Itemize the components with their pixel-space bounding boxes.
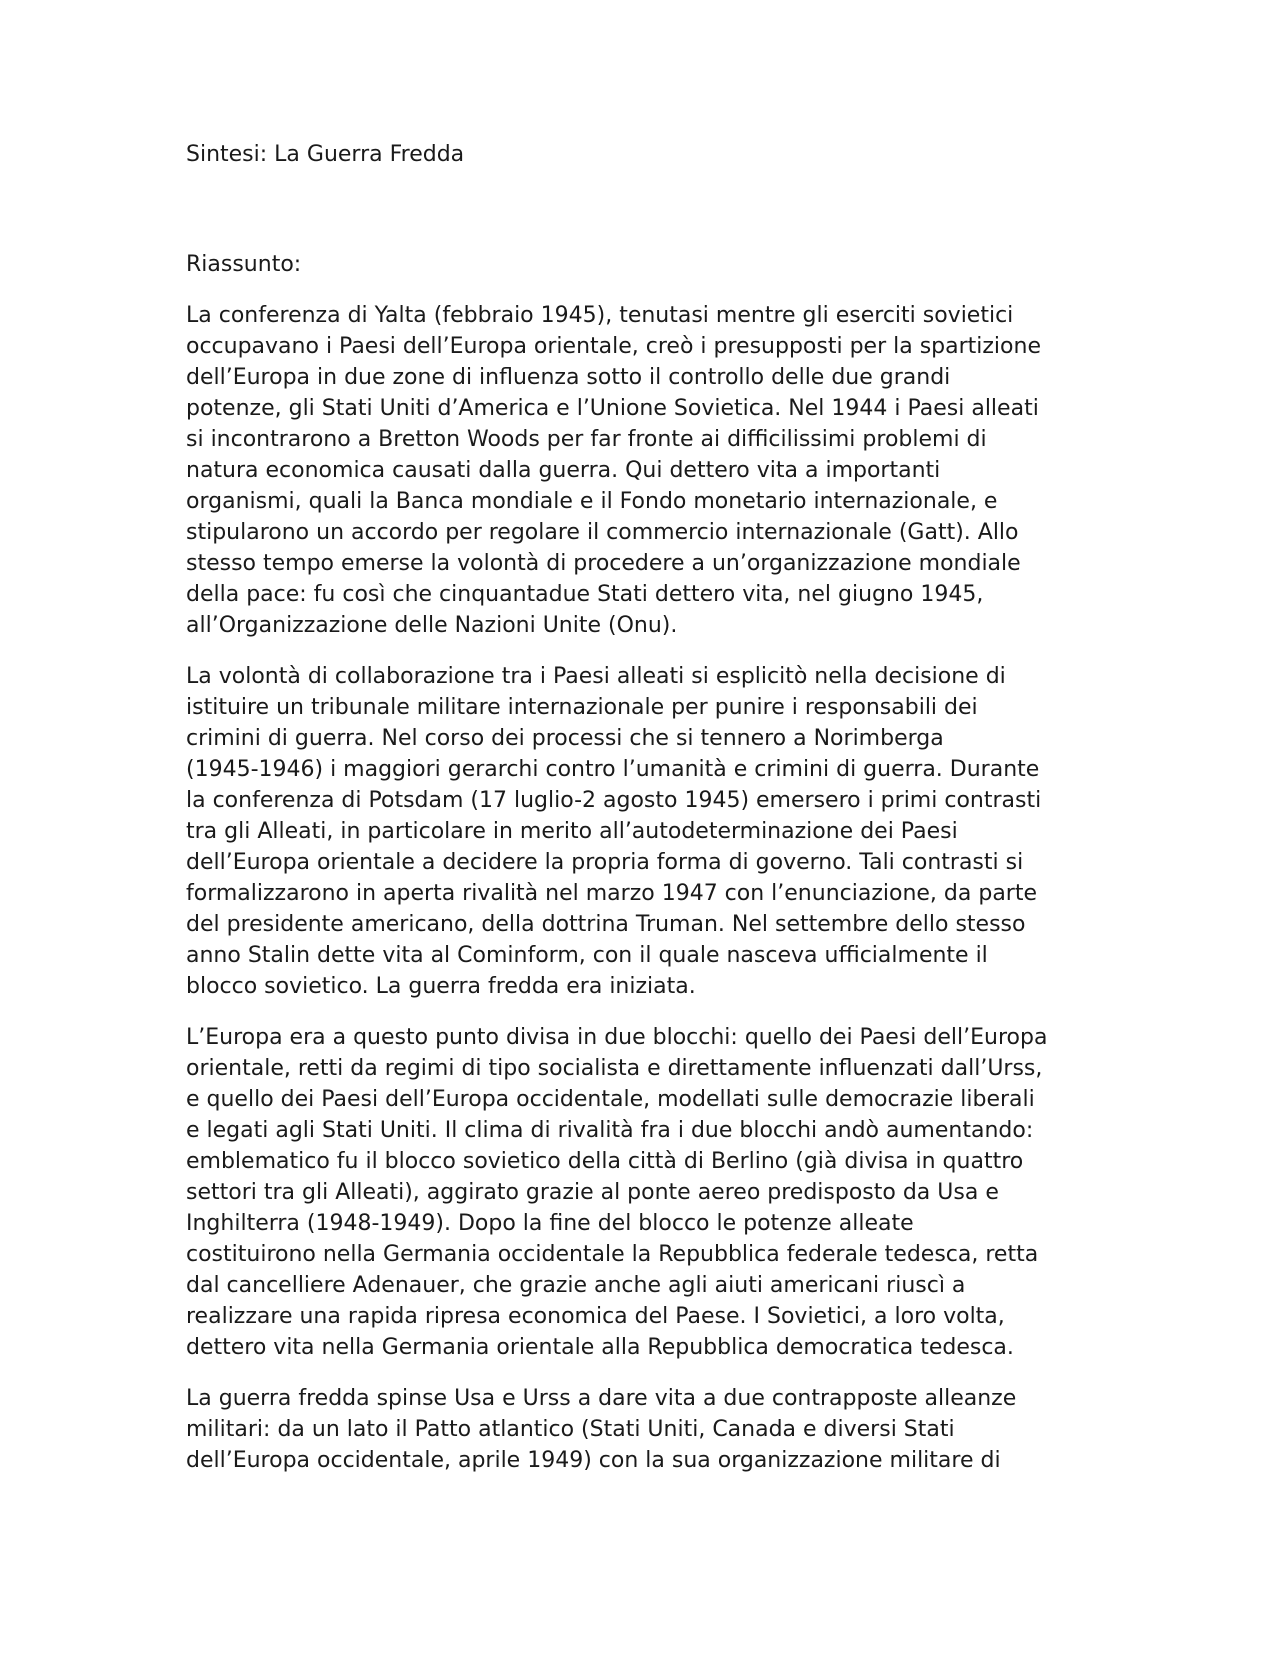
paragraph-1: La conferenza di Yalta (febbraio 1945), tenutasi mentre gli eserciti sovietici occupavano i Paesi dell’Europa orientale, creò i presupposti per la spartizione dell’Europa in due zone di influenza sotto il controllo delle due grandi potenze, gli Stati Uniti d’America e l’Unione Sovietica. Nel 1944 i Paesi alleati si incontrarono a Bretton Woods per far fronte ai difficilissimi problemi di natura economica causati dalla guerra. Qui dettero vita a importanti organismi, quali la Banca mondiale e il Fondo monetario internazionale, e stipularono un accordo per regolare il commercio internazionale (Gatt). Allo stesso tempo emerse la volontà di procedere a un’organizzazione mondiale della pace: fu così che cinquantadue Stati dettero vita, nel giugno 1945, all’Organizzazione delle Nazioni Unite (Onu). [186,303,1041,638]
section-label-summary: Riassunto: [186,252,302,277]
paragraph-3: L’Europa era a questo punto divisa in due blocchi: quello dei Paesi dell’Europa orientale, retti da regimi di tipo socialista e direttamente influenzati dall’Urss, e quello dei Paesi dell’Europa occidentale, modellati sulle democrazie liberali e legati agli Stati Uniti. Il clima di rivalità fra i due blocchi andò aumentando: emblematico fu il blocco sovietico della città di Berlino (già divisa in quattro settori tra gli Alleati), aggirato grazie al ponte aereo predisposto da Usa e Inghilterra (1948-1949). Dopo la fine del blocco le potenze alleate costituirono nella Germania occidentale la Repubblica federale tedesca, retta dal cancelliere Adenauer, che grazie anche agli aiuti americani riuscì a realizzare una rapida ripresa economica del Paese. I Sovietici, a loro volta, dettero vita nella Germania orientale alla Repubblica democratica tedesca. [186,1025,1048,1360]
document-page [186,140,1096,1496]
paragraph-4: La guerra fredda spinse Usa e Urss a dare vita a due contrapposte alleanze militari: da un lato il Patto atlantico (Stati Uniti, Canada e diversi Stati dell’Europa occidentale, aprile 1949) con la sua organizzazione militare di [186,1386,1017,1473]
document-title: Sintesi: La Guerra Fredda [186,142,465,167]
paragraph-2: La volontà di collaborazione tra i Paesi alleati si esplicitò nella decisione di istituire un tribunale militare internazionale per punire i responsabili dei crimini di guerra. Nel corso dei processi che si tennero a Norimberga (1945-1946) i maggiori gerarchi contro l’umanità e crimini di guerra. Durante la conferenza di Potsdam (17 luglio-2 agosto 1945) emersero i primi contrasti tra gli Alleati, in particolare in merito all’autodeterminazione dei Paesi dell’Europa orientale a decidere la propria forma di governo. Tali contrasti si formalizzarono in aperta rivalità nel marzo 1947 con l’enunciazione, da parte del presidente americano, della dottrina Truman. Nel settembre dello stesso anno Stalin dette vita al Cominform, con il quale nasceva ufficialmente il blocco sovietico. La guerra fredda era iniziata. [186,664,1042,999]
